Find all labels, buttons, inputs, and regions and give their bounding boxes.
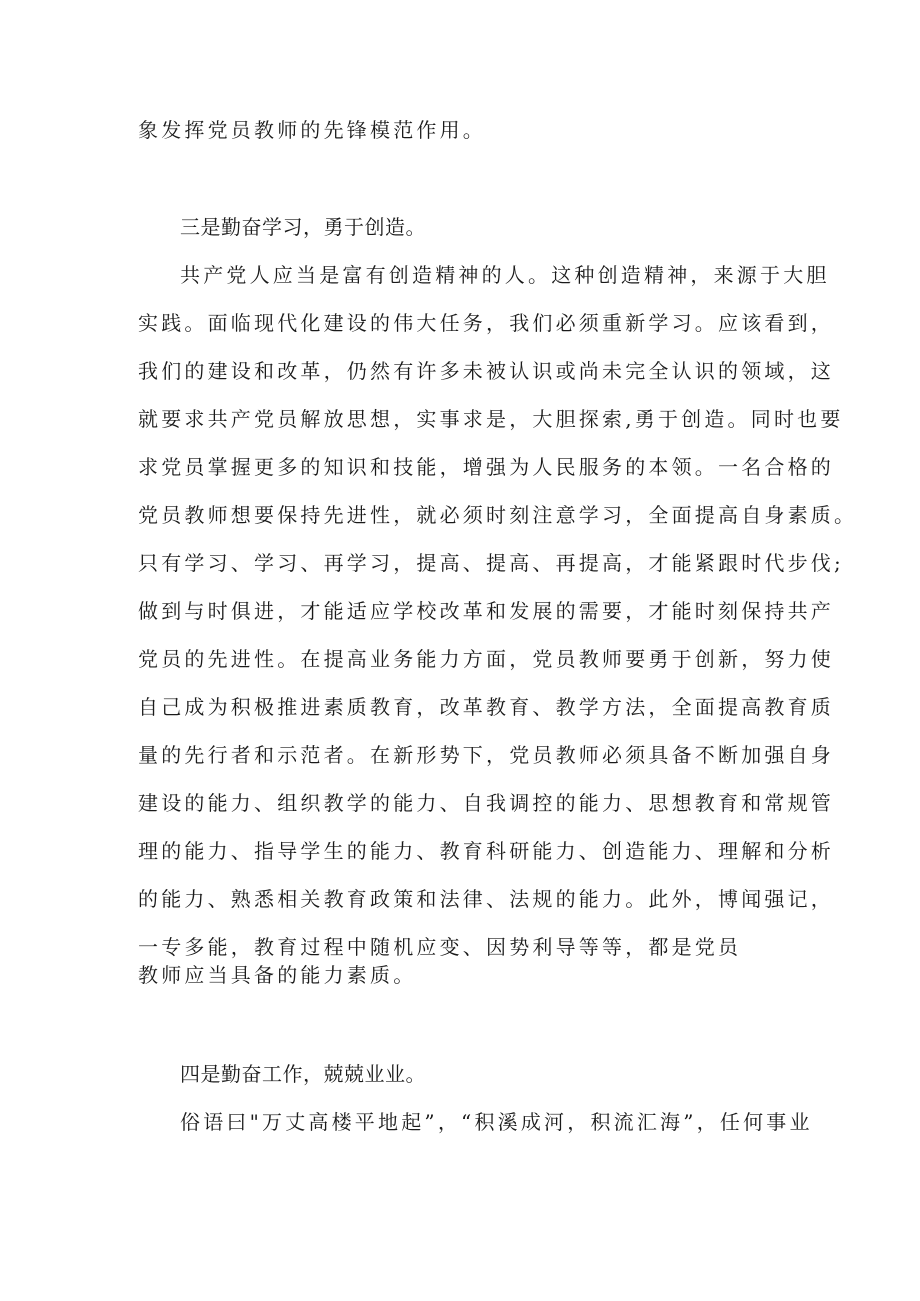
paragraph-line: 教师应当具备的能力素质。 [138, 963, 417, 987]
paragraph-line: 党员教师想要保持先进性，就必须时刻注意学习，全面提高自身素质。 [138, 503, 858, 527]
paragraph-line: 一专多能，教育过程中随机应变、因势利导等等，都是党员 [138, 935, 742, 959]
section-heading-3: 三是勤奋学习，勇于创造。 [180, 215, 426, 239]
paragraph-line: 自己成为积极推进素质教育，改革教育、教学方法，全面提高教育质 [138, 695, 834, 719]
paragraph-line: 就要求共产党员解放思想，实事求是，大胆探索,勇于创造。同时也要 [138, 407, 844, 431]
paragraph-line: 我们的建设和改革，仍然有许多未被认识或尚未完全认识的领域，这 [138, 359, 834, 383]
paragraph-line: 实践。面临现代化建设的伟大任务，我们必须重新学习。应该看到， [138, 311, 834, 335]
paragraph-line: 做到与时俱进，才能适应学校改革和发展的需要，才能时刻保持共产 [138, 599, 834, 623]
paragraph-line: 俗语曰"万丈高楼平地起”，“积溪成河，积流汇海”，任何事业 [180, 1110, 813, 1134]
paragraph-line: 的能力、熟悉相关教育政策和法律、法规的能力。此外，博闻强记， [138, 887, 834, 911]
paragraph-line: 理的能力、指导学生的能力、教育科研能力、创造能力、理解和分析 [138, 839, 834, 863]
section-heading-4: 四是勤奋工作，兢兢业业。 [180, 1062, 426, 1086]
paragraph-line: 只有学习、学习、再学习，提高、提高、再提高，才能紧跟时代步伐; [138, 551, 844, 575]
paragraph-line: 党员的先进性。在提高业务能力方面，党员教师要勇于创新，努力使 [138, 647, 834, 671]
paragraph-line: 象发挥党员教师的先锋模范作用。 [138, 118, 486, 142]
paragraph-line: 求党员掌握更多的知识和技能，增强为人民服务的本领。一名合格的 [138, 455, 834, 479]
paragraph-line: 建设的能力、组织教学的能力、自我调控的能力、思想教育和常规管 [138, 791, 834, 815]
paragraph-line: 共产党人应当是富有创造精神的人。这种创造精神，来源于大胆 [180, 263, 830, 287]
paragraph-line: 量的先行者和示范者。在新形势下，党员教师必须具备不断加强自身 [138, 743, 834, 767]
